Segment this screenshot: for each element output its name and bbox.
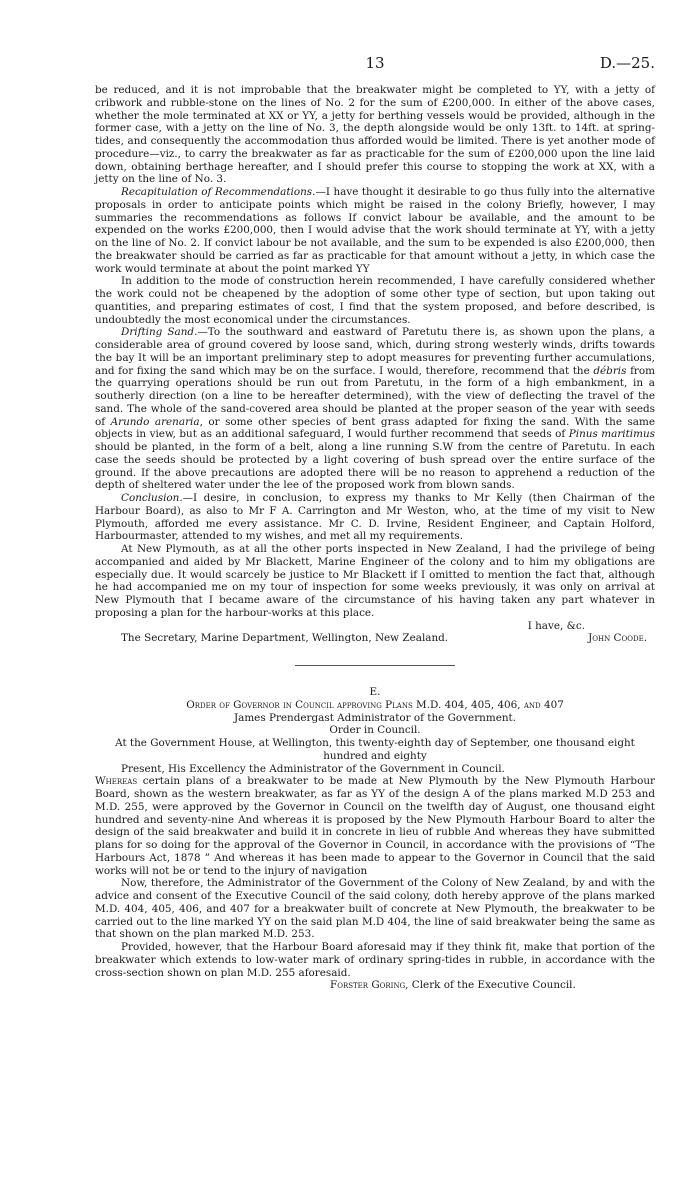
page-header [95, 54, 655, 74]
closing-text: I have, &c. [527, 619, 585, 632]
paragraph-conclusion [95, 492, 655, 543]
whereas-text: certain plans of a breakwater to be made at New Plymouth by the New Plymouth Harbour Board, shown as the western breakwater, as far as YY of the design A of the plans marked M.D 253 and M.D. 255, were approved by the Governor in Council on the twelfth day of August, one thousand eight hundred and seventy-nine And whereas it is proposed by the New Plymouth Harbour Board to alter the design of the said breakwater and build it in concrete in lieu of rubble And whereas they have submitted plans for so doing for the approval of the Governor in Council, in accordance with the provisions of “The Harbours Act, 1878 ” And whereas it has been made to appear to the Governor in Council that the said works will not be or tend to the injury of navigation [95, 775, 655, 877]
paragraph-recapitulation [95, 186, 655, 275]
order-heading: Order in Council. [329, 724, 421, 737]
recapitulation-heading: Recapitulation of Recommendations. [121, 186, 316, 198]
signature: John Coode. [588, 632, 647, 645]
page-number: 13 [365, 54, 385, 72]
signature-line [95, 632, 655, 645]
conclusion-heading: Conclusion. [121, 492, 183, 504]
paragraph-new-plymouth: At New Plymouth, as at all the other ports inspected in New Zealand, I had the privilege of being accompanied and aided by Mr Blackett, Marine Engineer of the colony and to him my obligations are especially due. It would scarcely be justice to Mr Blackett if I omitted to mention the fact that, although he had accompanied me on my tour of inspection for some weeks previously, it was only on arrival at New Plymouth that I became aware of the circumstance of his having taken any part whatever in proposing a plan for the harbour-works at this place. [95, 543, 655, 619]
drifting-sand-text-4: should be planted, in the form of a belt, along a line running S.W from the centre of Paretutu. In each case the seeds should be protected by a light covering of bush spread over the entire surface of the ground. If the above precautions are adopted there will be no reason to apprehend a reduction of the depth of sheltered water under the lee of the proposed work from blown sands. [95, 441, 655, 492]
conclusion-text: —I desire, in conclusion, to express my thanks to Mr Kelly (then Chairman of the Harbour Board), as also to Mr F A. Carrington and Mr Weston, who, at the time of my visit to New Plymouth, afforded me every assistance. Mr C. D. Irvine, Resident Engineer, and Captain Holford, Harbourmaster, attended to my wishes, and met all my requirements. [95, 492, 655, 543]
recapitulation-text: —I have thought it desirable to go thus fully into the alternative proposals in order to anticipate points which might be raised in the colony Briefly, however, I may summaries the recommendations as follows If convict labour be available, and the amount to be expended on the works £200,000, then I would advise that the work should terminate at YY, with a jetty on the line of No. 2. If convict labour be not available, and the sum to be expended is also £200,000, then the breakwater should be carried as far as practicable for that amount without a jetty, in which case the work would terminate at about the point marked YY [95, 186, 655, 275]
drifting-sand-text-1: —To the southward and eastward of Paretutu there is, as shown upon the plans, a considerable area of ground covered by loose sand, which, during strong westerly winds, drifts towards the bay It will be an important preliminary step to adopt measures for preventing further accumulations, and for fixing the sand which may be on the surface. I would, therefore, recommend that the [95, 326, 655, 377]
closing-line [95, 620, 655, 633]
paragraph-continuation: be reduced, and it is not improbable that the breakwater might be completed to YY, with a jetty of cribwork and rubble-stone on the lines of No. 2 for the sum of £200,000. In either of the above cases, whether the mole terminated at XX or YY, a jetty for berthing vessels would be provided, although in the former case, with a jetty on the line of No. 3, the depth alongside would be only 13ft. to 14ft. at spring-tides, and consequently the accommodation thus afforded would be limited. There is yet another mode of procedure—viz., to carry the breakwater as far as practicable for the sum of £200,000 upon the line laid down, obtaining berthage hereafter, and I should prefer this course to stopping the work at XX, with a jetty on the line of No. 3. [95, 84, 655, 186]
drifting-sand-text-2: from the quarrying operations should be run out from Paretutu, in the form of a high embankment, in a southerly direction (on a line to be hereafter determined), with the view of deflecting the travel of the sand. The whole of the sand-covered area should be planted at the proper season of the year with seeds of [95, 364, 655, 428]
place-date-line: At the Government House, at Wellington, this twenty-eighth day of September, one thousand eight hundred and eighty [115, 737, 635, 762]
drifting-sand-arundo: Arundo arenaria [110, 415, 200, 428]
clerk-signature [95, 979, 655, 992]
drifting-sand-heading: Drifting Sand. [121, 326, 198, 339]
section-label: E. [369, 686, 381, 698]
paragraph-drifting-sand [95, 326, 655, 492]
paragraph-construction: In addition to the mode of construction herein recommended, I have carefully considered whether the work could not be cheapened by the adoption of some other type of section, but upon taking out quantities, and preparing estimates of cost, I find that the system proposed, and before described, is undoubtedly the most economical under the circumstances. [95, 275, 655, 326]
whereas-word: Whereas [95, 775, 138, 788]
section-divider [295, 665, 455, 666]
addressee: The Secretary, Marine Department, Wellington, New Zealand. [121, 632, 449, 645]
paragraph-now-therefore: Now, therefore, the Administrator of the Government of the Colony of New Zealand, by and with the advice and consent of the Executive Council of the said colony, doth hereby approve of the plans marked M.D. 404, 405, 406, and 407 for a breakwater built of concrete at New Plymouth, the breakwater to be carried out to the line marked YY on the said plan M.D 404, the line of said breakwater being the same as that shown on the plan marked M.D. 253. [95, 877, 655, 941]
section-title: Order of Governor in Council approving Plans M.D. 404, 405, 406, and 407 [186, 698, 564, 711]
paragraph-provided: Provided, however, that the Harbour Board aforesaid may if they think fit, make that portion of the breakwater which extends to low-water mark of ordinary spring-tides in rubble, in accordance with the cross-section shown on plan M.D. 255 aforesaid. [95, 941, 655, 979]
paragraph-whereas [95, 775, 655, 877]
drifting-sand-pinus: Pinus maritimus [568, 428, 655, 441]
drifting-sand-text-3: , or some other species of bent grass adapted for fixing the sand. With the same objects in view, but as an additional safeguard, I would further recommend that seeds of [95, 415, 656, 441]
document-body [95, 84, 655, 992]
present-line: Present, His Excellency the Administrator of the Government in Council. [121, 762, 505, 775]
document-reference: D.—25. [599, 54, 655, 72]
clerk-name: Forster Goring [330, 979, 406, 992]
clerk-title: , Clerk of the Executive Council. [405, 979, 576, 992]
drifting-sand-debris: débris [593, 364, 627, 377]
administrator-line: James Prendergast Administrator of the Government. [233, 711, 517, 724]
